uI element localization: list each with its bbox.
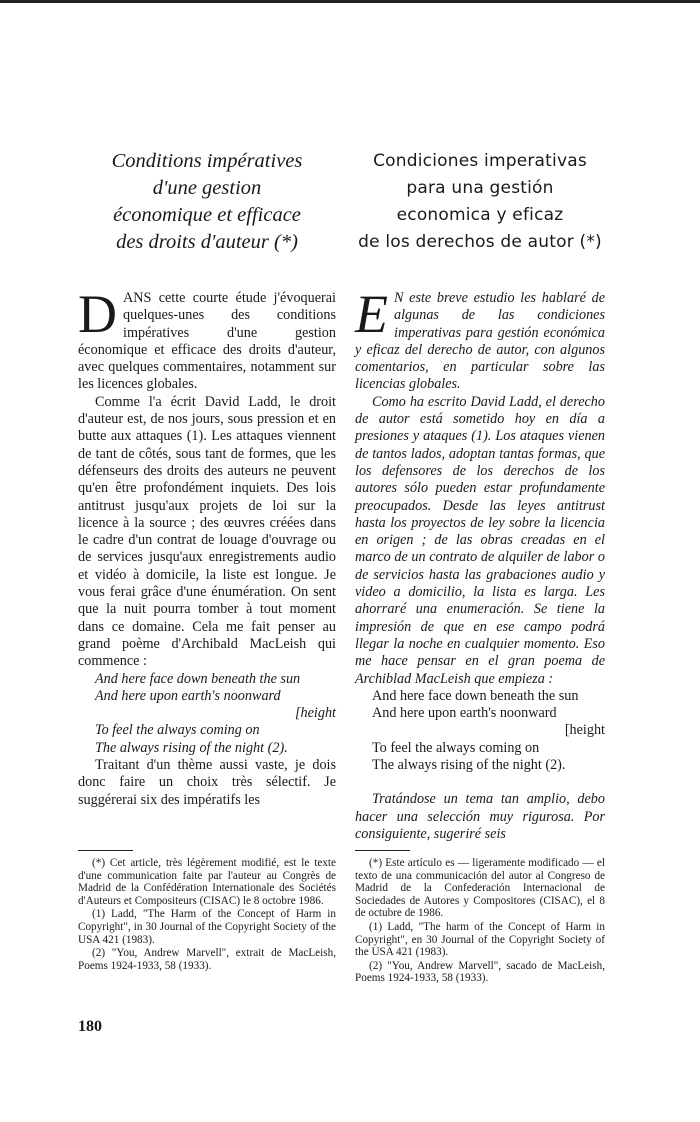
spanish-dropcap: E — [355, 284, 388, 344]
spanish-verse-line: And here face down beneath the sun — [372, 687, 579, 704]
french-verse-line: To feel the always coming on — [95, 722, 260, 739]
french-paragraph-2: Comme l'a écrit David Ladd, le droit d'auteur est, de nos jours, sous pression et en butte aux attaques (1). Les attaques viennent de tant de côtés, sous tant de formes, que les défenseurs des droits des auteurs ne peuvent qu'en être profondément inquiets. Des lois antitrust jusqu'aux projets de loi sur la licence à la source ; des œuvres créées dans le cadre d'un contrat de louage d'ouvrage ou de services jusqu'aux enregistrements audio et vidéo à domicile, la liste est longue. Je vous ferai grâce d'une énumération. On sent que la nuit pourra tomber à tout moment dans ce domaine. Cela me fait penser au grand poème d'Archibald MacLeish qui commence : — [78, 393, 336, 670]
french-verse-line: [height — [295, 705, 336, 722]
spanish-title — [355, 148, 605, 256]
spanish-title-line: economica y eficaz — [396, 205, 564, 225]
french-footnote: (1) Ladd, "The Harm of the Concept of Harm in Copyright", in 30 Journal of the Copyright Society of the USA 421 (1983). — [78, 908, 336, 946]
spanish-paragraph-2: Como ha escrito David Ladd, el derecho de autor está sometido hoy en día a presiones y ataques (1). Los ataques vienen de tantos lados, adoptan tantas formas, que los defensores de los derechos de los autores sólo pueden estar profundamente preocupados. Desde las leyes antitrust hasta los proyectos de ley sobre la licencia en origen ; de las obras creadas en el marco de un contrato de alquiler de labor o de servicios hasta las grabaciones audio y video a domicilio, la lista es larga. Les ahorraré una enumeración. Se tiene la impresión de que en ese campo podrá llegar la noche en cualquier momento. Eso me hace pensar en el gran poema de Archiblad MacLeish que empieza : — [355, 393, 605, 687]
french-title-line: d'une gestion — [152, 177, 262, 199]
french-paragraph-3: Traitant d'un thème aussi vaste, je dois donc faire un choix très sélectif. Je suggérerai six des impératifs les — [78, 757, 336, 808]
french-footnote: (*) Cet article, très légèrement modifié, est le texte d'une communication faite par l'auteur au Congrès de Madrid de la Confédération Internationale des Sociétés d'Auteurs et Compositeurs (CISAC) le 8 octobre 1986. — [78, 857, 336, 907]
spanish-paragraph-text: N este breve estudio les hablaré de algunas de las condiciones imperativas para gestión económica y eficaz del derecho de autor, con algunos comentarios, en particular sobre las licencias globales. — [355, 290, 605, 393]
french-footnote: (2) "You, Andrew Marvell", extrait de MacLeish, Poems 1924-1933, 58 (1933). — [78, 947, 336, 972]
spanish-footnote: (*) Este artículo es — ligeramente modificado — el texto de una communicación del autor al Congreso de Madrid de la Confederación Internacional de Sociedades de Autores y Compositores (CISAC), el 8 de octubre de 1986. — [355, 857, 605, 920]
french-title-line: des droits d'auteur (*) — [116, 231, 298, 253]
spanish-footnote: (2) "You, Andrew Marvell", sacado de MacLeish, Poems 1924-1933, 58 (1933). — [355, 959, 605, 985]
spanish-verse-line: [height — [564, 722, 605, 739]
french-verse-line: And here face down beneath the sun — [95, 670, 301, 687]
french-dropcap: D — [78, 284, 117, 344]
spanish-footnotes — [355, 838, 605, 986]
page-number: 180 — [78, 1018, 102, 1035]
spanish-footnote: (1) Ladd, "The harm of the Concept of Harm in Copyright", en 30 Journal of the Copyright Society of the USA 421 (1983). — [355, 920, 605, 959]
french-paragraph-1 — [78, 284, 336, 394]
spanish-body — [355, 284, 605, 843]
french-body — [78, 284, 336, 809]
spanish-verse-line: And here upon earth's noonward — [372, 705, 557, 722]
french-footnotes — [78, 838, 336, 973]
top-border-line — [0, 0, 700, 3]
french-title-line: Conditions impératives — [111, 150, 303, 172]
french-verse-line: And here upon earth's noonward — [95, 687, 281, 704]
spanish-paragraph-1 — [355, 284, 605, 394]
french-verse-line: The always rising of the night (2). — [95, 739, 288, 756]
spanish-verse-line: To feel the always coming on — [372, 739, 540, 756]
footnote-rule — [355, 850, 410, 851]
french-title — [78, 148, 336, 256]
spacer — [355, 774, 605, 791]
spanish-title-line: de los derechos de autor (*) — [358, 232, 602, 252]
spanish-verse-line: The always rising of the night (2). — [372, 757, 566, 774]
french-title-line: économique et efficace — [113, 204, 301, 226]
footnote-rule — [78, 850, 133, 851]
spanish-title-line: Condiciones imperativas — [373, 151, 587, 171]
spanish-title-line: para una gestión — [406, 178, 554, 198]
spanish-paragraph-3: Tratándose un tema tan amplio, debo hacer una selección muy rigurosa. Por consiguiente, sugeriré seis — [355, 791, 605, 842]
french-paragraph-text: ANS cette courte étude j'évoquerai quelques-unes des conditions impératives d'une gestion économique et efficace des droits d'auteur, avec quelques commentaires, notamment sur les licences globales. — [78, 290, 336, 393]
